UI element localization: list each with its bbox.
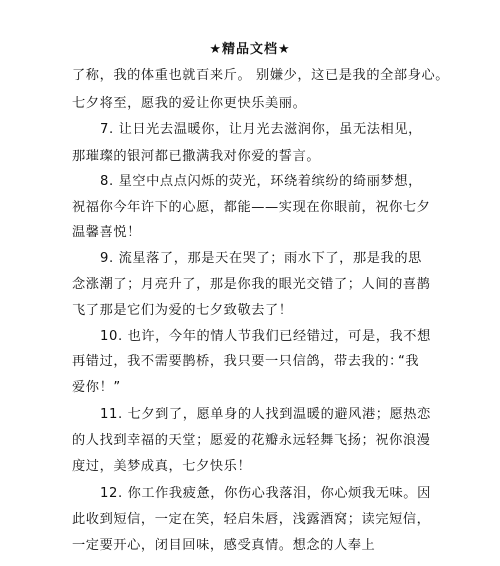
text-line: 8. 星空中点点闪烁的荧光，环绕着缤纷的绮丽梦想， — [100, 174, 422, 189]
text-line: 祝福你今年许下的心愿，都能——实现在你眼前，祝你七夕 — [72, 200, 431, 215]
text-line: 温馨喜悦！ — [72, 225, 141, 240]
text-line: 11. 七夕到了，愿单身的人找到温暖的避风港；愿热恋 — [100, 407, 431, 422]
text-line: 的人找到幸福的天堂；愿爱的花瓣永远轻舞飞扬；祝你浪漫 — [72, 433, 431, 448]
text-line: “我 — [398, 354, 420, 369]
text-line: 爱你！” — [72, 380, 121, 395]
text-line: 那璀璨的银河都已撒满我对你爱的誓言。 — [72, 149, 321, 164]
text-line: 一定要开心，闭目回味，感受真情。想念的人奉上 — [72, 538, 376, 553]
text-line: 度过，美梦成真，七夕快乐！ — [72, 459, 252, 474]
text-line: 再错过，我不需要鹊桥，我只要一只信鸽，带去我的： — [72, 354, 403, 369]
text-line: 此收到短信，一定在笑，轻启朱唇，浅露酒窝；读完短信， — [72, 512, 431, 527]
text-line: 了称，我的体重也就百来斤。 别嫌少，这已是我的全部身心。 — [72, 68, 450, 83]
text-line: 7. 让日光去温暖你，让月光去滋润你，虽无法相见， — [100, 122, 422, 137]
text-line: 飞了那是它们为爱的七夕致敬去了！ — [72, 303, 293, 318]
document-header: ★精品文档★ — [209, 42, 291, 57]
text-line: 12. 你工作我疲惫，你伤心我落泪，你心烦我无味。因 — [100, 486, 431, 501]
text-line: 念涨潮了；月亮升了，那是你我的眼光交错了；人间的喜鹊 — [72, 277, 431, 292]
text-line: 10. 也许，今年的情人节我们已经错过，可是，我不想 — [100, 329, 431, 344]
text-line: 9. 流星落了，那是天在哭了；雨水下了，那是我的思 — [100, 251, 422, 266]
text-line: 七夕将至，愿我的爱让你更快乐美丽。 — [72, 96, 307, 111]
